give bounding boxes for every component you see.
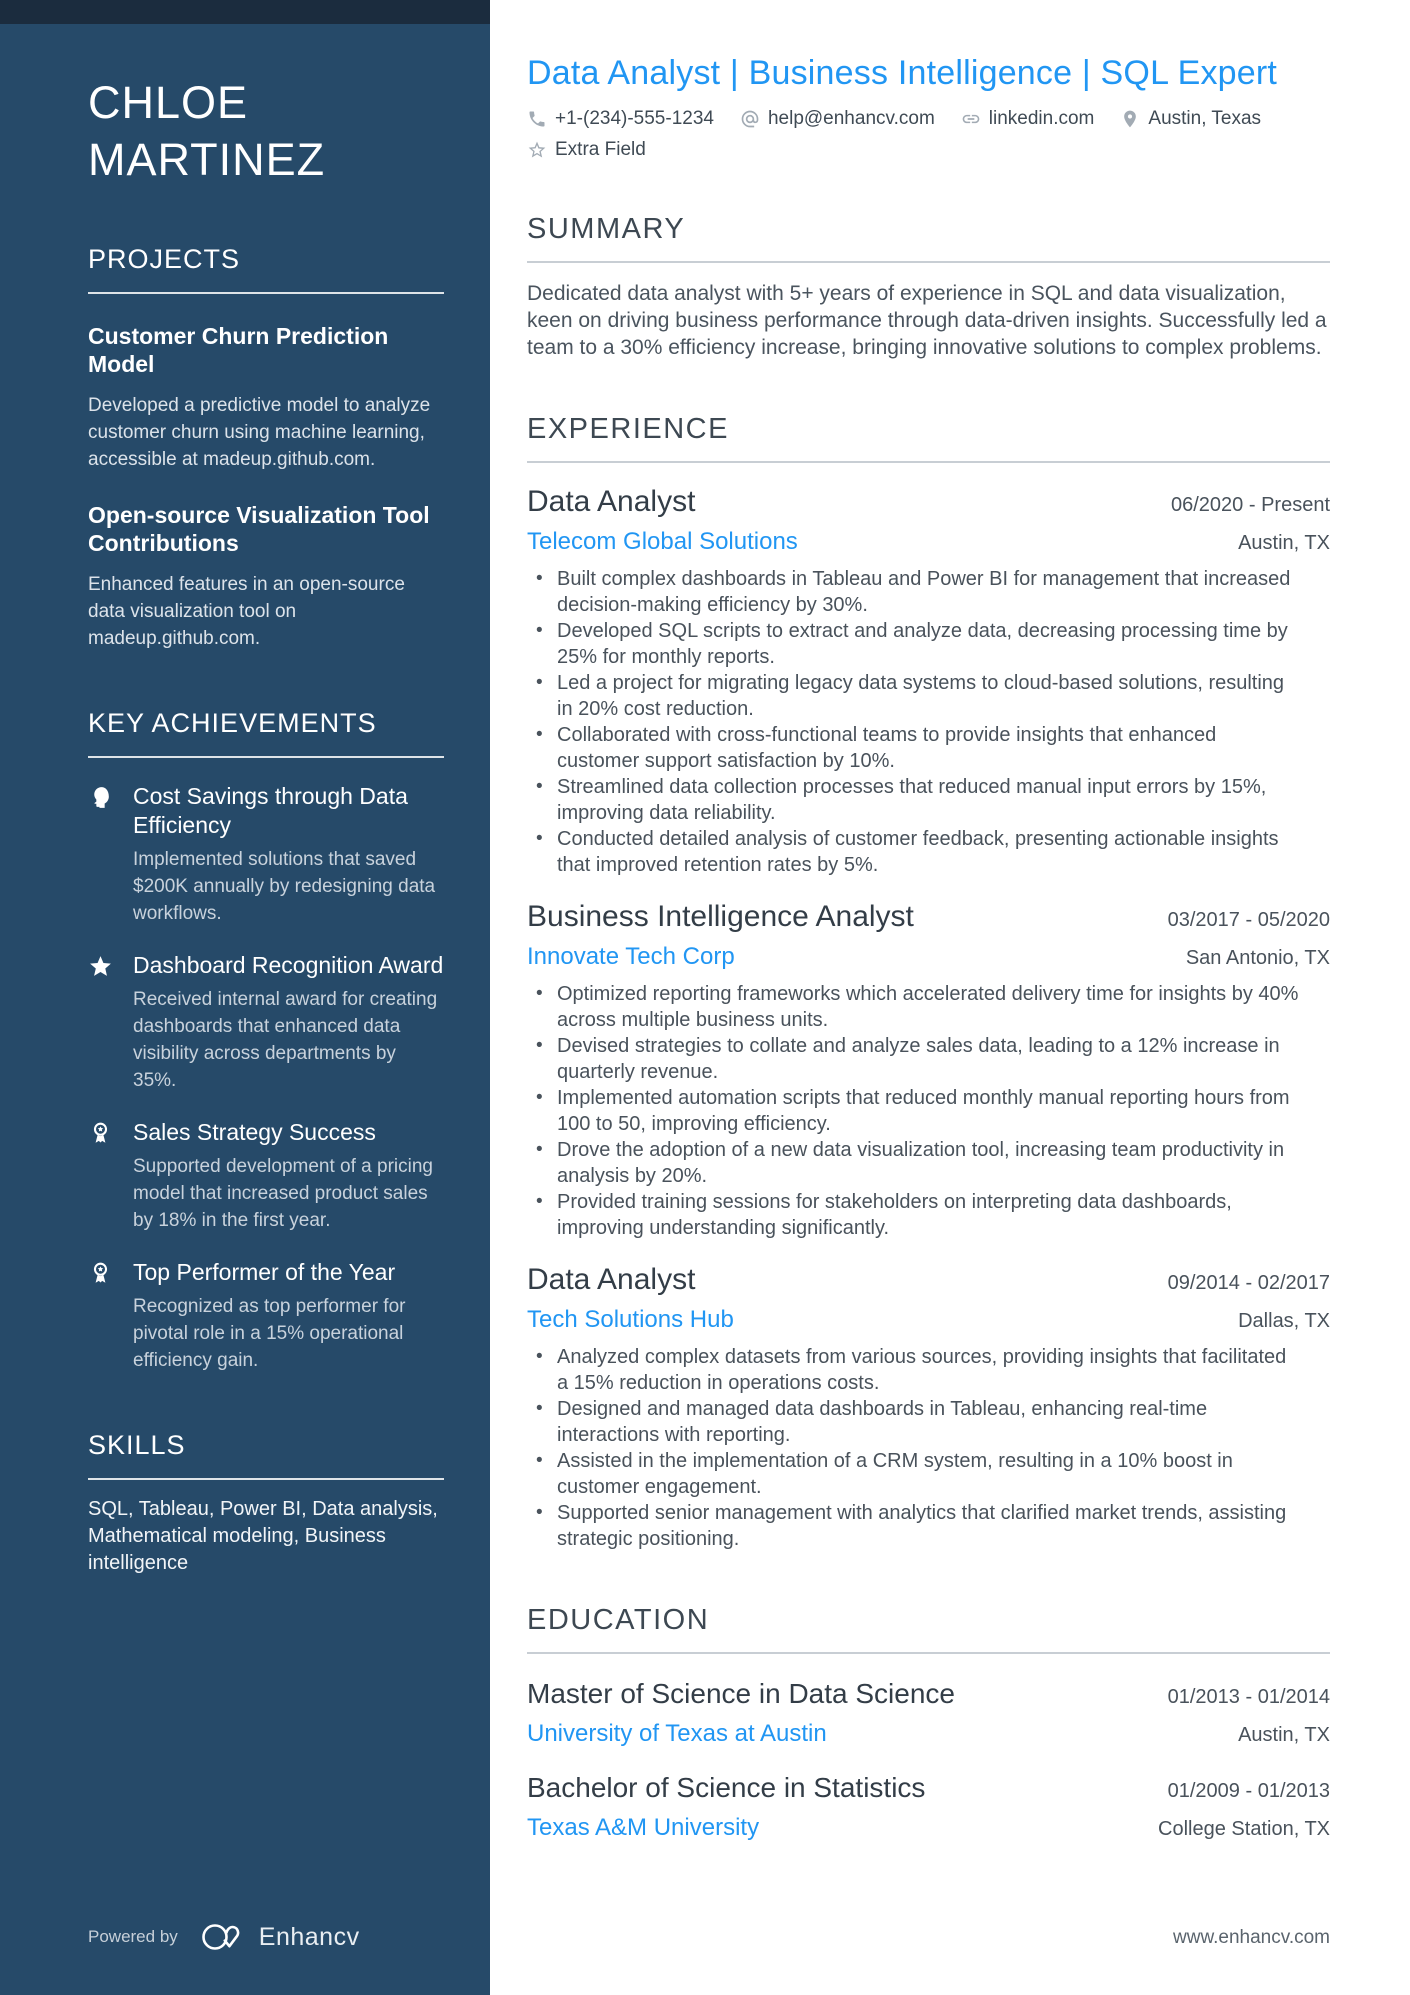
achievement-item (88, 951, 444, 1094)
achievement-description: Implemented solutions that saved $200K annually by redesigning data workflows. (133, 849, 436, 924)
contact-row (527, 108, 1330, 161)
job-bullet: • Led a project for migrating legacy data systems to cloud-based solutions, resulting in 20% cost reduction. (527, 670, 1302, 722)
education-location: Austin, TX (1238, 1724, 1330, 1746)
candidate-name: CHLOE MARTINEZ (88, 77, 326, 185)
job-bullet: • Drove the adoption of a new data visualization tool, increasing team productivity in analysis by 20%. (527, 1137, 1302, 1189)
job-bullet-list (527, 566, 1302, 878)
job-bullet: • Designed and managed data dashboards in Tableau, enhancing real-time interactions with reporting. (527, 1396, 1302, 1448)
achievement-title: Dashboard Recognition Award (133, 952, 444, 978)
school-name[interactable]: Texas A&M University (527, 1814, 760, 1841)
job-bullet: • Assisted in the implementation of a CRM system, resulting in a 10% boost in customer engagement. (527, 1448, 1302, 1500)
main-content (490, 0, 1410, 1995)
project-description: Developed a predictive model to analyze customer churn using machine learning, accessible at madeup.github.com. (88, 395, 431, 470)
achievement-body (133, 782, 444, 927)
achievement-title: Sales Strategy Success (133, 1119, 376, 1145)
job-role: Data Analyst (527, 1263, 696, 1296)
job-bullet-list (527, 981, 1302, 1241)
linkedin-url[interactable]: linkedin.com (988, 108, 1095, 129)
job-bullet: • Developed SQL scripts to extract and analyze data, decreasing processing time by 25% for monthly reports. (527, 618, 1302, 670)
enhancv-logo-icon[interactable] (200, 1919, 248, 1955)
sidebar (0, 0, 490, 1995)
skills-list: SQL, Tableau, Power BI, Data analysis, Mathematical modeling, Business intelligence (88, 1498, 438, 1574)
achievement-body (133, 1118, 444, 1234)
job-bullet: • Devised strategies to collate and analyze sales data, leading to a 12% increase in quarterly revenue. (527, 1033, 1302, 1085)
powered-by-label: Powered by (88, 1927, 178, 1946)
extra-field-text: Extra Field (555, 139, 646, 160)
education-dates: 01/2013 - 01/2014 (1167, 1686, 1330, 1708)
job-bullet-list (527, 1344, 1302, 1552)
school-name[interactable]: University of Texas at Austin (527, 1720, 827, 1747)
key-achievements-heading: KEY ACHIEVEMENTS (88, 708, 444, 758)
email-address[interactable]: help@enhancv.com (767, 108, 935, 129)
company-name[interactable]: Tech Solutions Hub (527, 1306, 734, 1333)
education-section (527, 1604, 1330, 1842)
job-dates: 03/2017 - 05/2020 (1167, 909, 1330, 931)
email-contact[interactable] (740, 108, 935, 130)
achievement-description: Supported development of a pricing model that increased product sales by 18% in the first year. (133, 1156, 433, 1231)
experience-heading: EXPERIENCE (527, 413, 1330, 463)
key-achievements-section (88, 708, 444, 1374)
mind-icon (88, 782, 114, 927)
education-location: College Station, TX (1158, 1818, 1330, 1840)
education-heading: EDUCATION (527, 1604, 1330, 1654)
education-entry (527, 1772, 1330, 1842)
summary-section (527, 213, 1330, 361)
skills-section (88, 1430, 444, 1577)
enhancv-wordmark[interactable]: Enhancv (258, 1922, 360, 1951)
education-dates: 01/2009 - 01/2013 (1167, 1780, 1330, 1802)
skills-heading: SKILLS (88, 1430, 444, 1480)
summary-heading: SUMMARY (527, 213, 1330, 263)
job-role: Data Analyst (527, 485, 696, 518)
location-contact (1120, 108, 1261, 130)
project-title: Open-source Visualization Tool Contributions (88, 502, 430, 556)
phone-icon (527, 109, 547, 129)
company-name[interactable]: Innovate Tech Corp (527, 943, 735, 970)
job-bullet: • Optimized reporting frameworks which accelerated delivery time for insights by 40% across multiple business units. (527, 981, 1302, 1033)
job-bullet: • Implemented automation scripts that reduced monthly manual reporting hours from 100 to 50, improving efficiency. (527, 1085, 1302, 1137)
job-bullet: • Collaborated with cross-functional teams to provide insights that enhanced customer support satisfaction by 10%. (527, 722, 1302, 774)
link-icon (961, 109, 981, 129)
achievement-item (88, 782, 444, 927)
job-location: San Antonio, TX (1185, 947, 1330, 969)
achievement-body (133, 951, 444, 1094)
extra-field-contact (527, 139, 646, 161)
job-bullet: • Provided training sessions for stakeholders on interpreting data dashboards, improving understanding significantly. (527, 1189, 1302, 1241)
achievement-body (133, 1258, 444, 1374)
job-bullet: • Analyzed complex datasets from various sources, providing insights that facilitated a 15% reduction in operations costs. (527, 1344, 1302, 1396)
experience-entry (527, 485, 1330, 878)
phone-contact (527, 108, 714, 130)
summary-text: Dedicated data analyst with 5+ years of experience in SQL and data visualization, keen on driving business performance through data-driven insights. Successfully led a team to a 30% efficiency increase, bringing innovative solutions to complex problems. (527, 282, 1327, 359)
linkedin-contact[interactable] (961, 108, 1095, 130)
job-dates: 09/2014 - 02/2017 (1167, 1272, 1330, 1294)
degree-title: Master of Science in Data Science (527, 1678, 955, 1709)
education-entry (527, 1678, 1330, 1748)
project-item (88, 501, 444, 652)
project-description: Enhanced features in an open-source data visualization tool on madeup.github.com. (88, 574, 405, 649)
powered-by (88, 1919, 360, 1955)
projects-heading: PROJECTS (88, 244, 444, 294)
job-location: Dallas, TX (1238, 1310, 1330, 1332)
project-item (88, 322, 444, 473)
project-title: Customer Churn Prediction Model (88, 323, 389, 377)
phone-number: +1-(234)-555-1234 (555, 108, 714, 129)
at-icon (740, 109, 760, 129)
job-role: Business Intelligence Analyst (527, 900, 914, 933)
achievement-title: Top Performer of the Year (133, 1259, 396, 1285)
medal-icon (88, 1118, 114, 1234)
experience-entry (527, 1263, 1330, 1552)
achievement-title: Cost Savings through Data Efficiency (133, 783, 408, 838)
projects-section (88, 244, 444, 652)
location-text: Austin, Texas (1148, 108, 1262, 129)
job-bullet: • Conducted detailed analysis of customer feedback, presenting actionable insights that improved retention rates by 5%. (527, 826, 1302, 878)
experience-section (527, 413, 1330, 1552)
medal-icon (88, 1258, 114, 1374)
achievement-description: Recognized as top performer for pivotal role in a 15% operational efficiency gain. (133, 1296, 406, 1371)
job-dates: 06/2020 - Present (1171, 494, 1330, 516)
location-pin-icon (1120, 109, 1140, 129)
star-icon (88, 951, 114, 1094)
job-bullet: • Supported senior management with analytics that clarified market trends, assisting strategic positioning. (527, 1500, 1302, 1552)
degree-title: Bachelor of Science in Statistics (527, 1772, 926, 1803)
company-name[interactable]: Telecom Global Solutions (527, 528, 798, 555)
job-bullet: • Built complex dashboards in Tableau and Power BI for management that increased decision-making efficiency by 30%. (527, 566, 1302, 618)
achievement-description: Received internal award for creating dashboards that enhanced data visibility across departments by 35%. (133, 989, 438, 1091)
job-location: Austin, TX (1238, 532, 1330, 554)
job-headline: Data Analyst | Business Intelligence | SQL Expert (527, 54, 1278, 92)
achievement-item (88, 1258, 444, 1374)
website-link[interactable]: www.enhancv.com (1173, 1927, 1330, 1948)
experience-entry (527, 900, 1330, 1241)
achievement-item (88, 1118, 444, 1234)
sidebar-top-strip (0, 0, 490, 24)
star-outline-icon (527, 140, 547, 160)
job-bullet: • Streamlined data collection processes that reduced manual input errors by 15%, improving data reliability. (527, 774, 1302, 826)
